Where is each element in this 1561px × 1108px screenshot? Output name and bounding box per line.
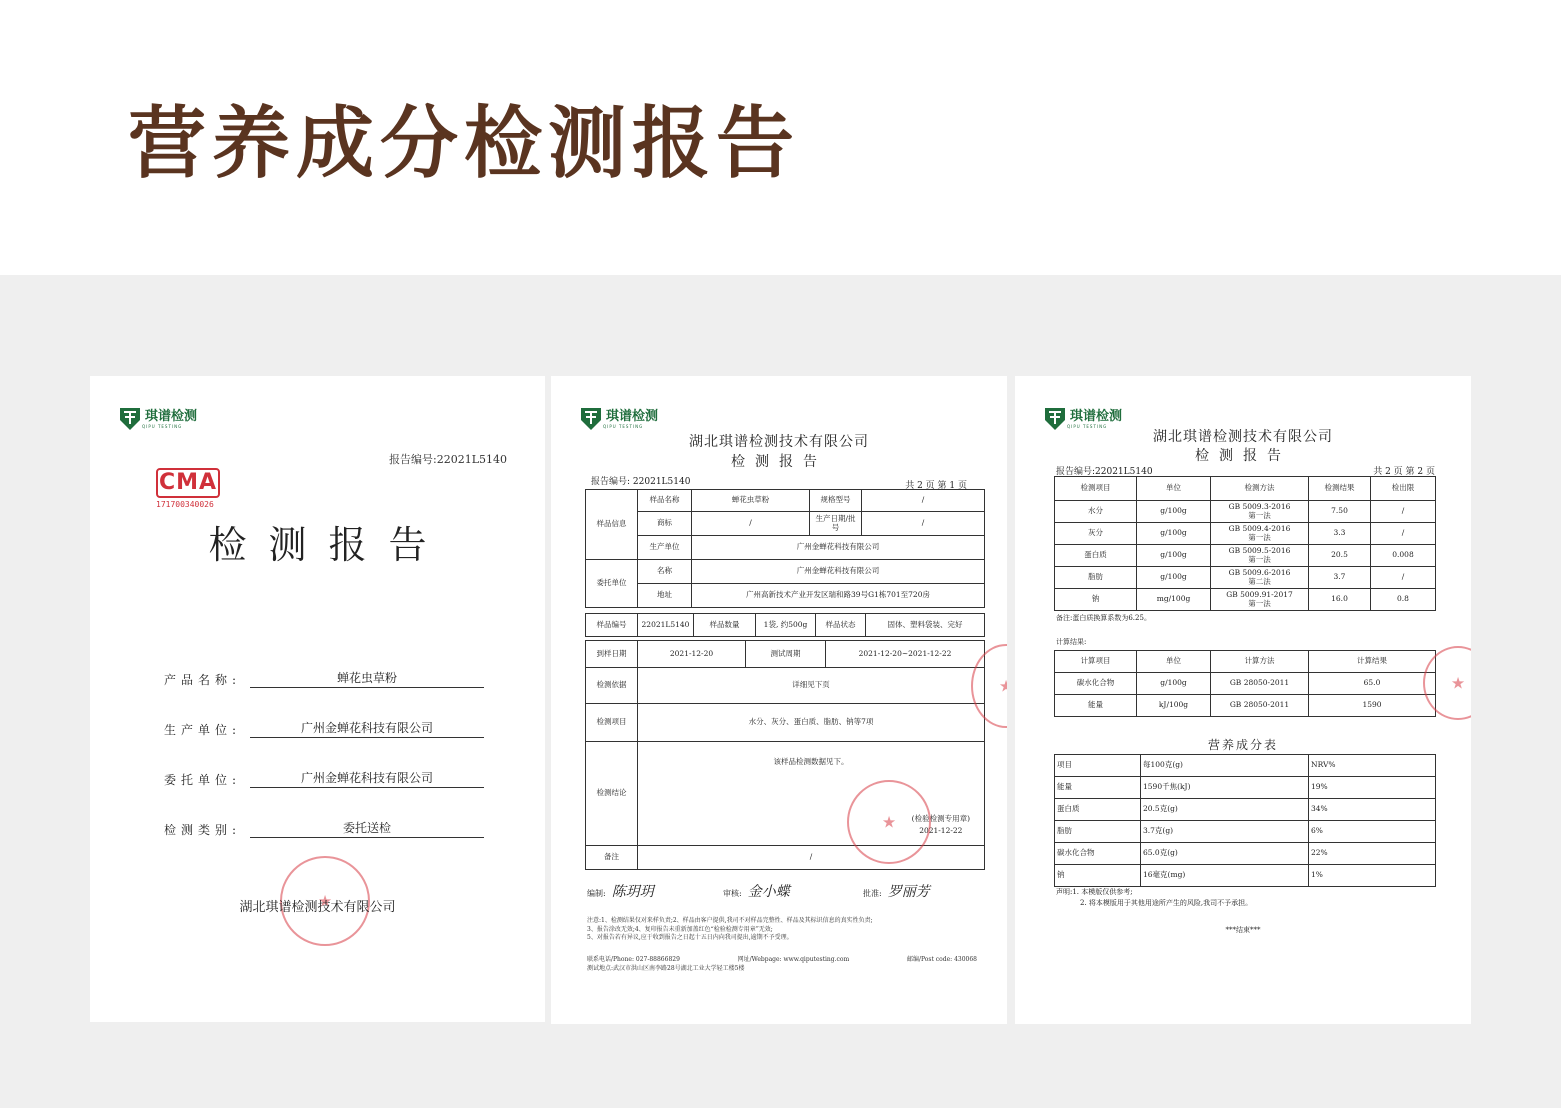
company-title: 湖北琪谱检测技术有限公司: [689, 434, 869, 450]
test-results-table: [1054, 476, 1436, 611]
cell: 委托单位: [586, 560, 638, 608]
info-key: 产品名称:: [164, 673, 242, 687]
table-row: 碳水化合物 g/100g GB 28050-2011 65.0: [1055, 673, 1436, 695]
info-product: [164, 669, 484, 688]
end-mark: ***结束***: [1225, 926, 1261, 934]
cell: 广州金蝉花科技有限公司: [692, 560, 985, 584]
cell: /: [862, 490, 985, 512]
cell: 检测结论: [586, 742, 638, 846]
cell: 商标: [638, 512, 692, 536]
cma-number: 171700340026: [156, 500, 214, 509]
info-value: 广州金蝉花科技有限公司: [250, 719, 484, 738]
cell: 广州金蝉花科技有限公司: [692, 536, 985, 560]
report-number: 报告编号: 22021L5140: [591, 477, 691, 487]
table-row: 水分 g/100g GB 5009.3-2016 第一法 7.50 /: [1055, 501, 1436, 523]
notes: 注意:1、检测结果仅对来样负责;2、样品由客户提供,我司不对样品完整性、样品及其标识信息的真实性负责; 3、报告涂改无效;4、复印报告未重新加盖红色“检验检测专用章”无效; 5、对报告若有异议,应于收到报告之日起十五日内向我司提出,逾期不予受理。: [587, 917, 873, 942]
info-value: 蝉花虫草粉: [250, 669, 484, 688]
page-count: 共 2 页 第 1 页: [905, 481, 967, 491]
cell: 蝉花虫草粉: [692, 490, 810, 512]
header-cell: 单位: [1137, 477, 1211, 501]
info-value: 广州金蝉花科技有限公司: [250, 769, 484, 788]
cell: /: [692, 512, 810, 536]
doc-title: 检测报告: [731, 454, 827, 470]
issuer-company: 湖北琪谱检测技术有限公司: [239, 900, 396, 915]
sample-info-table: [585, 489, 985, 608]
cell: 1袋, 约500g: [756, 614, 816, 637]
logo-sub: QIPU TESTING: [142, 423, 183, 429]
cell: 样品状态: [816, 614, 866, 637]
conclusion-cell: [638, 742, 985, 846]
calc-results-table: [1054, 650, 1436, 717]
cell: 规格型号: [810, 490, 862, 512]
cell: 生产日期/批号: [810, 512, 862, 536]
statement-1: 声明:1. 本模版仅供参考;: [1056, 888, 1133, 896]
report-page-2: [1015, 376, 1471, 1024]
page-title: 营养成分检测报告: [128, 99, 801, 189]
cma-logo: CMA: [156, 468, 220, 498]
info-category: [164, 819, 484, 838]
seal-date: 2021-12-22: [919, 826, 963, 835]
hero-section: [0, 0, 1561, 275]
cell: 测试周期: [746, 641, 826, 668]
report-number: 报告编号:22021L5140: [389, 453, 507, 466]
report-number: 报告编号:22021L5140: [1056, 467, 1153, 477]
statement-2: 2. 将本模版用于其他用途所产生的风险,我司不予承担。: [1080, 899, 1253, 907]
header-cell: 计算方法: [1211, 651, 1309, 673]
cell: 22021L5140: [638, 614, 694, 637]
table-row: 蛋白质 20.5克(g) 34%: [1055, 799, 1436, 821]
header-cell: 计算项目: [1055, 651, 1137, 673]
logo-name: 琪谱检测: [145, 408, 198, 424]
cell: 2021-12-20: [638, 641, 746, 668]
logo-sub: QIPU TESTING: [603, 423, 644, 429]
info-key: 委托单位:: [164, 773, 242, 787]
logo-name: 琪谱检测: [606, 408, 659, 424]
logo-icon: [579, 406, 603, 432]
cell: 检测项目: [586, 704, 638, 742]
table-row: 能量 kJ/100g GB 28050-2011 1590: [1055, 695, 1436, 717]
info-key: 生产单位:: [164, 723, 242, 737]
header-cell: 检测结果: [1309, 477, 1371, 501]
cell: /: [638, 846, 985, 870]
logo: [579, 406, 658, 432]
seal-text: (检验检测专用章): [911, 814, 970, 823]
cell: 生产单位: [638, 536, 692, 560]
contact-info: 联系电话/Phone: 027-88866829 网址/Webpage: www.qiputesting.com 邮编/Post code: 430068: [587, 956, 977, 963]
logo-icon: [118, 406, 142, 432]
info-client: [164, 769, 484, 788]
header-cell: 检出限: [1371, 477, 1436, 501]
table-row: 钠 16毫克(mg) 1%: [1055, 865, 1436, 887]
table-row: 蛋白质 g/100g GB 5009.5-2016 第一法 20.5 0.008: [1055, 545, 1436, 567]
logo: [118, 406, 197, 432]
cell: 样品编号: [586, 614, 638, 637]
header-cell: 检测方法: [1211, 477, 1309, 501]
report-page-1: [551, 376, 1007, 1024]
table-row: 脂肪 g/100g GB 5009.6-2016 第二法 3.7 /: [1055, 567, 1436, 589]
red-seal-stamp: [847, 780, 931, 864]
header-cell: 单位: [1137, 651, 1211, 673]
cell: 详细见下页: [638, 668, 985, 704]
compiler-signature: 编制: 陈玥玥: [587, 884, 654, 900]
test-address: 测试地点:武汉市洪山区南李路28号湖北工业大学轻工楼5楼: [587, 965, 745, 972]
doc-title: 检测报告: [1195, 448, 1291, 464]
calc-label: 计算结果:: [1056, 638, 1087, 646]
header-cell: 每100克(g): [1141, 755, 1309, 777]
table-note: 备注:蛋白质换算系数为6.25。: [1056, 614, 1151, 622]
cell: 广州高新技术产业开发区瑞和路39号G1栋701至720房: [692, 584, 985, 608]
cell: 固体、塑料袋装、完好: [866, 614, 985, 637]
info-key: 检测类别:: [164, 823, 242, 837]
table-row: 能量 1590千焦(kJ) 19%: [1055, 777, 1436, 799]
table-row: 脂肪 3.7克(g) 6%: [1055, 821, 1436, 843]
cell: /: [862, 512, 985, 536]
table-row: 碳水化合物 65.0克(g) 22%: [1055, 843, 1436, 865]
cell: 地址: [638, 584, 692, 608]
nutrition-title: 营养成分表: [1207, 738, 1278, 752]
nutrition-table: [1054, 754, 1436, 887]
cover-title: 检测报告: [208, 523, 449, 567]
cell: 水分、灰分、蛋白质、脂肪、钠等7项: [638, 704, 985, 742]
cell: 备注: [586, 846, 638, 870]
cell: 到样日期: [586, 641, 638, 668]
info-value: 委托送检: [250, 819, 484, 838]
info-producer: [164, 719, 484, 738]
table-row: 钠 mg/100g GB 5009.91-2017 第一法 16.0 0.8: [1055, 589, 1436, 611]
conclusion-text: 该样品检测数据见下。: [773, 757, 849, 766]
cell: 样品信息: [586, 490, 638, 560]
approver-signature: 批准: 罗丽芳: [863, 884, 930, 900]
table-row: 灰分 g/100g GB 5009.4-2016 第一法 3.3 /: [1055, 523, 1436, 545]
header-cell: 项目: [1055, 755, 1141, 777]
cell: 名称: [638, 560, 692, 584]
cell: 2021-12-20~2021-12-22: [826, 641, 985, 668]
page-count: 共 2 页 第 2 页: [1373, 467, 1435, 477]
cell: 样品数量: [694, 614, 756, 637]
report-cover-page: [90, 376, 545, 1022]
header-cell: 计算结果: [1309, 651, 1436, 673]
header-cell: NRV%: [1309, 755, 1436, 777]
sample-detail-table: [585, 613, 985, 637]
reviewer-signature: 审核: 金小蝶: [723, 884, 790, 900]
company-title: 湖北琪谱检测技术有限公司: [1153, 429, 1333, 445]
header-cell: 检测项目: [1055, 477, 1137, 501]
logo-sub: QIPU TESTING: [1067, 423, 1108, 429]
cell: 样品名称: [638, 490, 692, 512]
cell: 检测依据: [586, 668, 638, 704]
cma-mark: [156, 468, 220, 509]
logo-name: 琪谱检测: [1070, 408, 1123, 424]
